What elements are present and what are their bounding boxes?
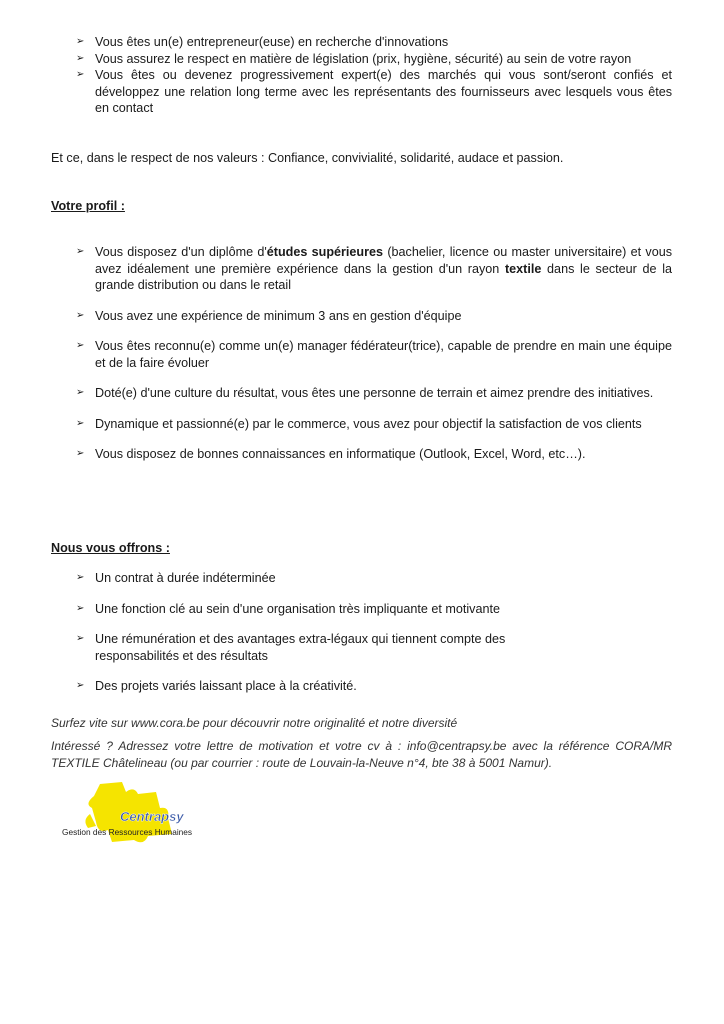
offrons-bullet-list [51,570,672,709]
arrow-bullet-icon: ➢ [76,69,85,80]
list-item: ➢ Vous êtes un(e) entrepreneur(euse) en recherche d'innovations [76,35,449,49]
list-item: ➢ Vous disposez d'un diplôme d'études supérieures (bachelier, licence ou master universitaire) et vous avez idéalement une première expérience dans la gestion d'un rayon textile dans le secteur de la grande distribution ou dans le retail [76,245,672,292]
arrow-bullet-icon: ➢ [76,680,85,691]
list-item: ➢ Vous êtes ou devenez progressivement expert(e) des marchés qui vous sont/seront confiés et développez une relation long terme avec les représentants des fournisseurs avec lesquels vous êtes en contact [76,68,672,115]
list-item: ➢ Doté(e) d'une culture du résultat, vous êtes une personne de terrain et aimez prendre des initiatives. [76,386,654,400]
profil-heading: Votre profil : [51,199,125,213]
keyword-textile: textile [504,261,542,276]
arrow-bullet-icon: ➢ [76,309,85,321]
values-sentence: Et ce, dans le respect de nos valeurs : Confiance, convivialité, solidarité, audace et passion. [51,151,564,165]
arrow-bullet-icon: ➢ [76,246,85,257]
logo-wordmark: Centrapsy [120,809,184,824]
arrow-bullet-icon: ➢ [76,417,85,429]
list-item: ➢ Un contrat à durée indéterminée [76,571,276,585]
arrow-bullet-icon: ➢ [76,387,85,398]
list-item: ➢ Une fonction clé au sein d'une organisation très impliquante et motivante [76,601,500,616]
offrons-heading: Nous vous offrons : [51,541,170,555]
keyword-etudes: études supérieures [266,245,384,259]
list-item: ➢ Dynamique et passionné(e) par le commerce, vous avez pour objectif la satisfaction de vos clients [76,416,642,431]
arrow-bullet-icon: ➢ [76,448,85,459]
list-item: ➢ Vous êtes reconnu(e) comme un(e) manager fédérateur(trice), capable de prendre en main une équipe et de la faire évoluer [76,339,672,370]
profil-bullet-list [51,244,672,477]
surfez-line: Surfez vite sur www.cora.be pour découvrir notre originalité et notre diversité [51,716,458,730]
centrapsy-logo [60,778,210,853]
puzzle-logo-icon [60,778,210,853]
logo-tagline: Gestion des Ressources Humaines [62,827,193,837]
intro-bullet-list [51,34,672,117]
arrow-bullet-icon: ➢ [76,633,85,644]
list-item: ➢ Vous avez une expérience de minimum 3 ans en gestion d'équipe [76,308,462,323]
list-item: ➢ Une rémunération et des avantages extra-légaux qui tiennent compte des responsabilités et des résultats [76,632,506,663]
contact-paragraph: Intéressé ? Adressez votre lettre de motivation et votre cv à : info@centrapsy.be avec la référence CORA/MR TEXTILE Châtelineau (ou par courrier : route de Louvain-la-Neuve n°4, bte 38 à 5001 Namur). [51,739,672,770]
arrow-bullet-icon: ➢ [76,340,85,351]
arrow-bullet-icon: ➢ [76,572,85,583]
list-item: ➢ Des projets variés laissant place à la créativité. [76,679,357,693]
arrow-bullet-icon: ➢ [76,52,85,64]
list-item: ➢ Vous assurez le respect en matière de législation (prix, hygiène, sécurité) au sein de votre rayon [76,51,632,66]
arrow-bullet-icon: ➢ [76,36,85,47]
list-item: ➢ Vous disposez de bonnes connaissances en informatique (Outlook, Excel, Word, etc…). [76,447,586,461]
arrow-bullet-icon: ➢ [76,602,85,614]
